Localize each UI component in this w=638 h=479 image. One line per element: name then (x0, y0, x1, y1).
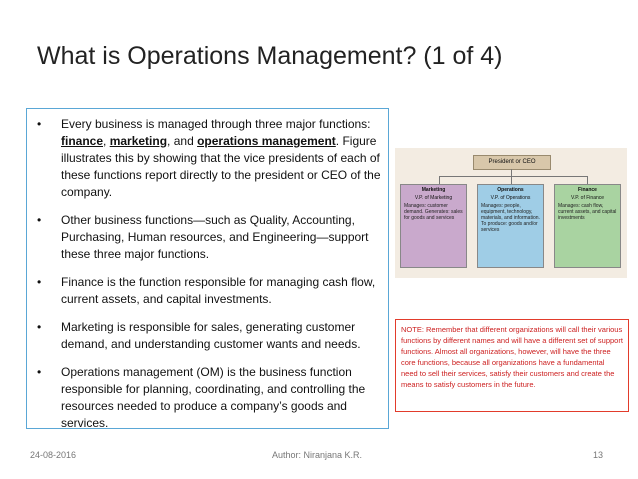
org-chart-ceo-box: President or CEO (473, 155, 551, 170)
connector-line (511, 169, 512, 176)
separator: , and (167, 134, 198, 148)
note-box: NOTE: Remember that different organizations will call their various functions by different names and will have a different set of support functions. Almost all organizations, however, will have the three core functions, because all organizations have a fundamental need to sell their services, satisfy their customers and create the means to satisfy customers in the future. (395, 319, 629, 412)
bullet-text-start: Every business is managed through three major functions: (61, 117, 371, 131)
footer-author: Author: Niranjana K.R. (272, 450, 363, 460)
bullet-item (37, 364, 382, 432)
dept-vp: V.P. of Operations (490, 195, 531, 201)
separator: , (103, 134, 110, 148)
footer-page-number: 13 (593, 450, 604, 460)
bullet-text: Finance is the function responsible for managing cash flow, current assets, and capital investments. (61, 275, 376, 306)
connector-line (587, 176, 588, 184)
bullet-marker: • (37, 213, 42, 227)
bullet-item (37, 116, 382, 201)
keyword-finance: finance (61, 134, 104, 148)
slide-title: What is Operations Management? (1 of 4) (37, 42, 503, 70)
dept-title: Finance (578, 187, 597, 193)
dept-body: Manages: cash flow, current assets, and capital investments (558, 203, 617, 221)
org-chart-marketing-box (400, 184, 467, 268)
keyword-marketing: marketing (109, 134, 168, 148)
bullet-item (37, 274, 382, 308)
dept-title: Operations (497, 187, 524, 193)
bullet-list (26, 108, 389, 429)
bullet-item (37, 212, 382, 263)
dept-body: Manages: people, equipment, technology, materials, and information. To produce: goods and/or services (481, 203, 540, 233)
bullet-marker: • (37, 320, 42, 334)
org-chart-operations-box (477, 184, 544, 268)
connector-line (439, 176, 440, 184)
bullet-item (37, 319, 382, 353)
bullet-text (61, 116, 382, 201)
bullet-text: Operations management (OM) is the business function responsible for planning, coordinating, and controlling the resources needed to produce a company’s goods and services. (61, 365, 366, 430)
bullet-marker: • (37, 275, 42, 289)
bullet-marker: • (37, 117, 42, 131)
connector-line (439, 176, 587, 177)
keyword-operations-management: operations management (197, 134, 336, 148)
org-chart-finance-box (554, 184, 621, 268)
org-chart-figure (395, 148, 627, 278)
dept-title: Marketing (421, 187, 446, 193)
dept-vp: V.P. of Finance (570, 195, 605, 201)
bullet-text: Marketing is responsible for sales, generating customer demand, and understanding customer wants and needs. (61, 320, 361, 351)
bullet-marker: • (37, 365, 42, 379)
bullet-text: Other business functions—such as Quality, Accounting, Purchasing, Human resources, and Engineering—support these three major functions. (61, 213, 369, 261)
footer-date: 24-08-2016 (30, 450, 77, 460)
connector-line (511, 176, 512, 184)
bullet-text-end: . Figure illustrates this by showing that the vice presidents of each of these functions report directly to the president or CEO of the company. (61, 134, 381, 199)
dept-body: Manages: customer demand. Generates: sales for goods and services (404, 203, 463, 221)
dept-vp: V.P. of Marketing (414, 195, 453, 201)
